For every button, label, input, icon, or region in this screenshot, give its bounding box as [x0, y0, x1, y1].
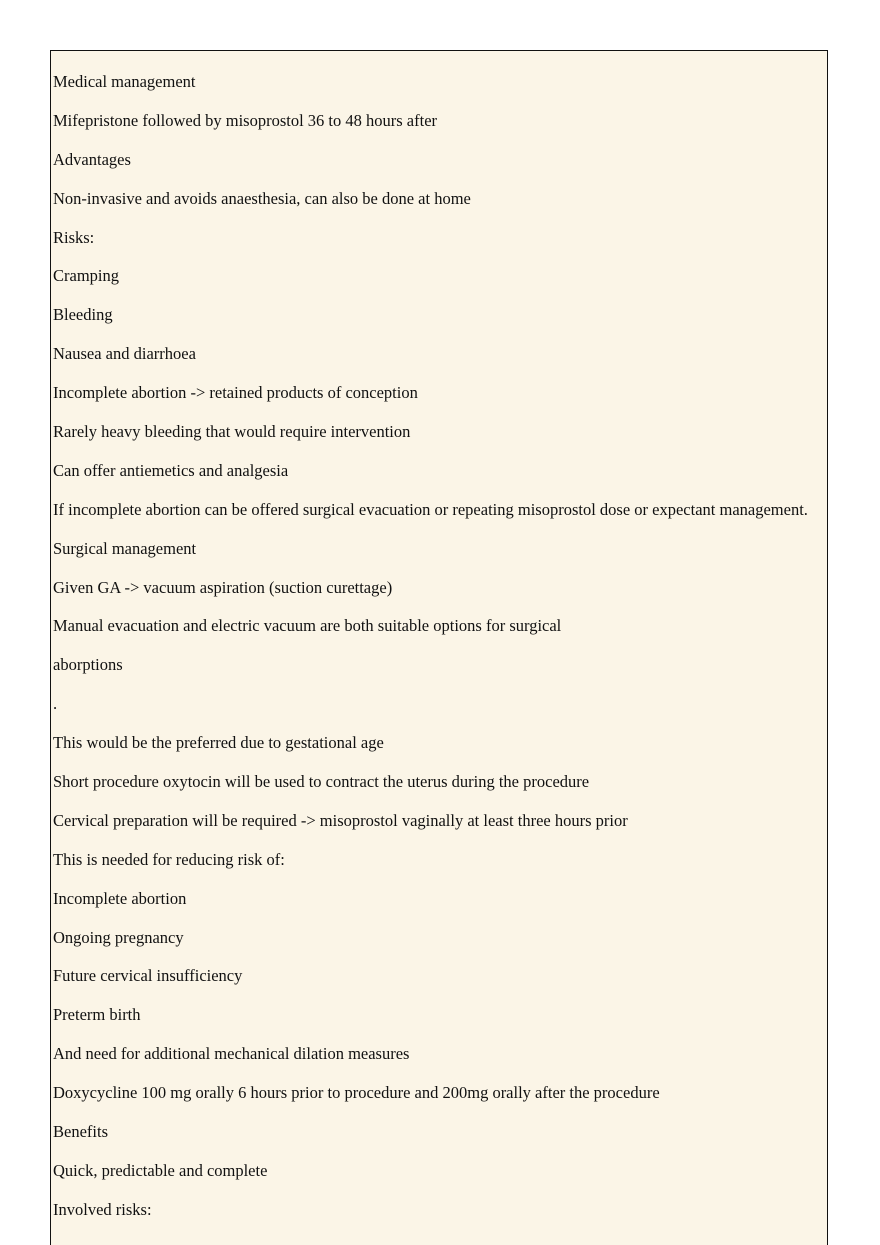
text-line: Preterm birth	[53, 1005, 141, 1025]
text-line: Can offer antiemetics and analgesia	[53, 460, 289, 480]
text-lines	[53, 72, 813, 1239]
text-line: .	[53, 694, 58, 714]
text-line: If incomplete abortion can be offered surgical evacuation or repeating misoprostol dose or expectant management.	[53, 499, 808, 519]
text-line: Short procedure oxytocin will be used to contract the uterus during the procedure	[53, 772, 590, 792]
text-line: Given GA -> vacuum aspiration (suction curettage)	[53, 577, 393, 597]
text-line: Cramping	[53, 266, 119, 286]
text-line: Ongoing pregnancy	[53, 927, 184, 947]
text-line: Bleeding	[53, 305, 113, 325]
text-line: Incomplete abortion -> retained products of conception	[53, 383, 418, 403]
text-line: Rarely heavy bleeding that would require intervention	[53, 422, 411, 442]
text-line: This would be the preferred due to gestational age	[53, 733, 384, 753]
text-line: Doxycycline 100 mg orally 6 hours prior to procedure and 200mg orally after the procedure	[53, 1083, 660, 1103]
text-line: Medical management	[53, 72, 196, 91]
text-line: Quick, predictable and complete	[53, 1160, 268, 1180]
text-line: This is needed for reducing risk of:	[53, 849, 285, 869]
text-line: Risks:	[53, 227, 95, 247]
text-line: Involved risks:	[53, 1199, 152, 1219]
text-line: Mifepristone followed by misoprostol 36 to 48 hours after	[53, 110, 438, 130]
text-line: Incomplete abortion	[53, 888, 187, 908]
text-line: Cervical preparation will be required -> misoprostol vaginally at least three hours prior	[53, 810, 628, 830]
text-line: Future cervical insufficiency	[53, 966, 243, 986]
text-line: Benefits	[53, 1122, 108, 1142]
text-line: Advantages	[53, 149, 131, 169]
text-line: Surgical management	[53, 538, 197, 558]
text-line: Nausea and diarrhoea	[53, 344, 196, 364]
text-line: Non-invasive and avoids anaesthesia, can also be done at home	[53, 188, 471, 208]
text-line: Manual evacuation and electric vacuum are both suitable options for surgical	[53, 616, 562, 636]
text-line: And need for additional mechanical dilation measures	[53, 1044, 410, 1064]
text-line: aborptions	[53, 655, 123, 675]
